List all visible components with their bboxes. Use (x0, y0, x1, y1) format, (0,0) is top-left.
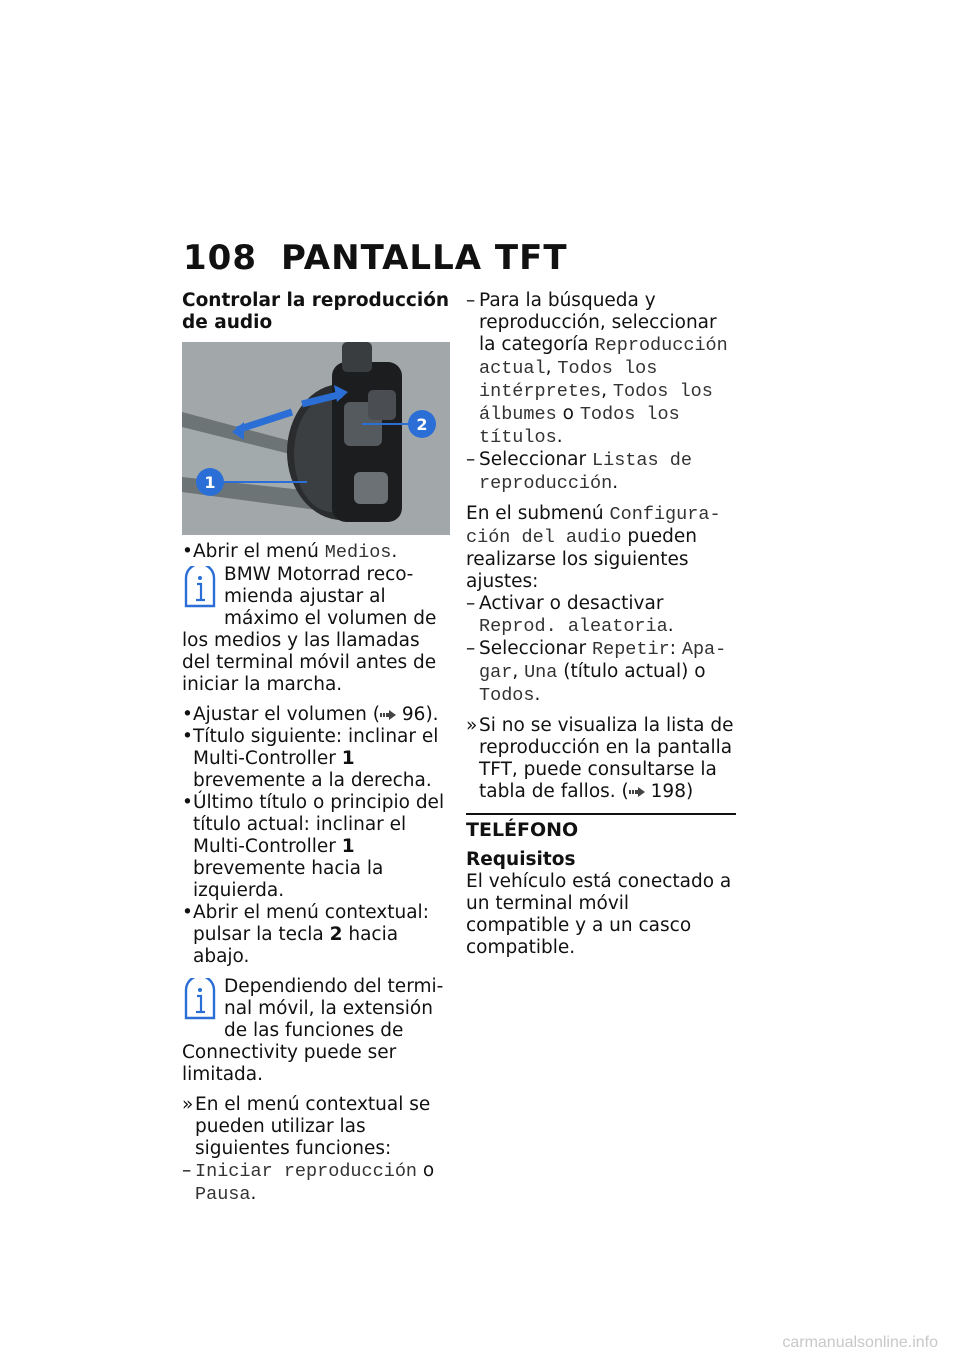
list-item: – Activar o desactivar Reprod. aleatoria. (466, 593, 736, 638)
list-item: • Abrir el menú contextual: pulsar la tecla 2 hacia abajo. (182, 902, 450, 968)
page-header (183, 238, 568, 278)
info-icon (182, 566, 218, 610)
section-divider (466, 813, 736, 815)
left-column (182, 290, 450, 1206)
section-title: TELÉFONO (466, 819, 579, 841)
section-heading: Controlar la reproducción de audio (182, 290, 450, 333)
list-item: • Último título o principio del título actual: inclinar el Multi-Controller 1 brevemente hacia la izquierda. (182, 792, 450, 902)
list-item: » En el menú contextual se pueden utilizar las siguientes funciones: (182, 1094, 450, 1160)
list-item: – Seleccionar Repetir: Apagar, Una (título actual) o Todos. (466, 638, 736, 707)
callout-1: 1 (204, 473, 216, 492)
watermark: carmanualsonline.info (782, 1334, 938, 1351)
handlebar-controls-photo (182, 342, 450, 535)
info-note: BMW Motorrad recomienda ajustar al máximo el volumen de los medios y las llamadas del terminal móvil antes de iniciar la marcha. (182, 564, 437, 695)
info-note: Dependiendo del terminal móvil, la extensión de las funciones de Connectivity puede ser limitada. (182, 976, 444, 1085)
right-column (466, 290, 736, 959)
paragraph: El vehículo está conectado a un terminal móvil compatible y a un casco compatible. (466, 871, 732, 958)
subsection-heading: Requisitos (466, 849, 576, 870)
list-item: – Iniciar reproducción o Pausa. (182, 1160, 450, 1206)
list-item: • Ajustar el volumen ( 96). (182, 704, 450, 726)
list-item: – Para la búsqueda y reproducción, seleccionar la categoría Reproducción actual, Todos los intérpretes, Todos los álbumes o Todos los títulos. (466, 290, 736, 449)
page-number: 108 (183, 238, 257, 278)
list-item: • Título siguiente: inclinar el Multi-Controller 1 brevemente a la derecha. (182, 726, 450, 792)
page-ref-arrow-icon (629, 787, 645, 797)
list-item: – Seleccionar Listas de reproducción. (466, 449, 736, 495)
list-item: • Abrir el menú Medios. (182, 541, 450, 564)
page-title: PANTALLA TFT (281, 238, 568, 278)
paragraph: En el submenú Configuración del audio pueden realizarse los siguientes ajustes: (466, 503, 721, 592)
page-ref-arrow-icon (380, 710, 396, 720)
callout-2: 2 (416, 415, 428, 434)
list-item: » Si no se visualiza la lista de reproducción en la pantalla TFT, puede consultarse la tabla de fallos. ( 198) (466, 715, 736, 803)
info-icon (182, 978, 218, 1022)
